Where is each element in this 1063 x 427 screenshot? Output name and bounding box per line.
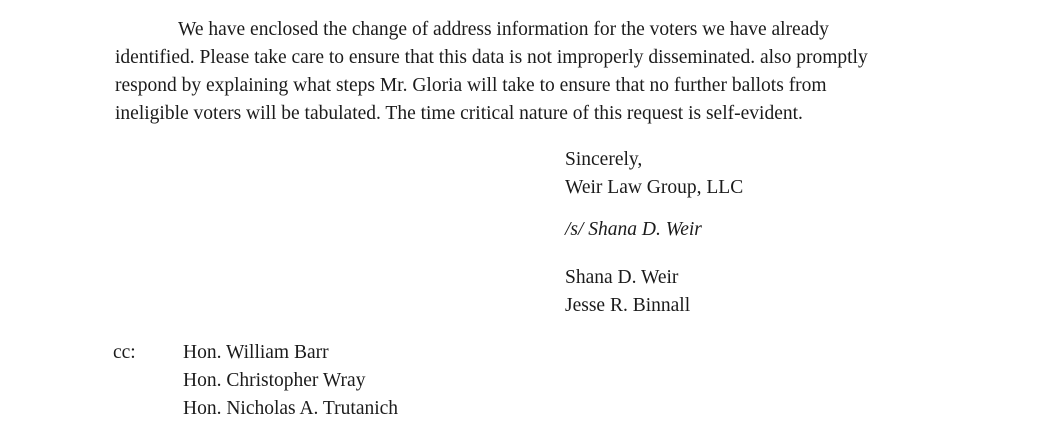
body-line-1: We have enclosed the change of address information for the voters we have already xyxy=(178,19,829,40)
body-line-2: identified. Please take care to ensure that this data is not improperly disseminated. also promptly xyxy=(115,47,868,68)
signature-block xyxy=(565,146,743,320)
cc-row xyxy=(113,395,398,423)
cc-recipient: Hon. Christopher Wray xyxy=(183,370,366,391)
letter-body-paragraph xyxy=(115,16,868,128)
signatory-name: Jesse R. Binnall xyxy=(565,295,691,316)
body-line-4: ineligible voters will be tabulated. The time critical nature of this request is self-evident. xyxy=(115,103,803,124)
cc-label-spacer xyxy=(113,395,183,423)
firm-name: Weir Law Group, LLC xyxy=(565,177,744,198)
cc-recipient: Hon. William Barr xyxy=(183,342,329,363)
cc-block xyxy=(113,339,398,423)
signatory-name: Shana D. Weir xyxy=(565,267,679,288)
cc-row xyxy=(113,339,398,367)
body-line-3: respond by explaining what steps Mr. Gloria will take to ensure that no further ballots from xyxy=(115,75,827,96)
closing-line: Sincerely, xyxy=(565,149,643,170)
cc-recipient: Hon. Nicholas A. Trutanich xyxy=(183,398,399,419)
cc-label-spacer xyxy=(113,367,183,395)
cc-label: cc: xyxy=(113,342,136,363)
typed-signature: /s/ Shana D. Weir xyxy=(565,219,702,240)
cc-row xyxy=(113,367,398,395)
